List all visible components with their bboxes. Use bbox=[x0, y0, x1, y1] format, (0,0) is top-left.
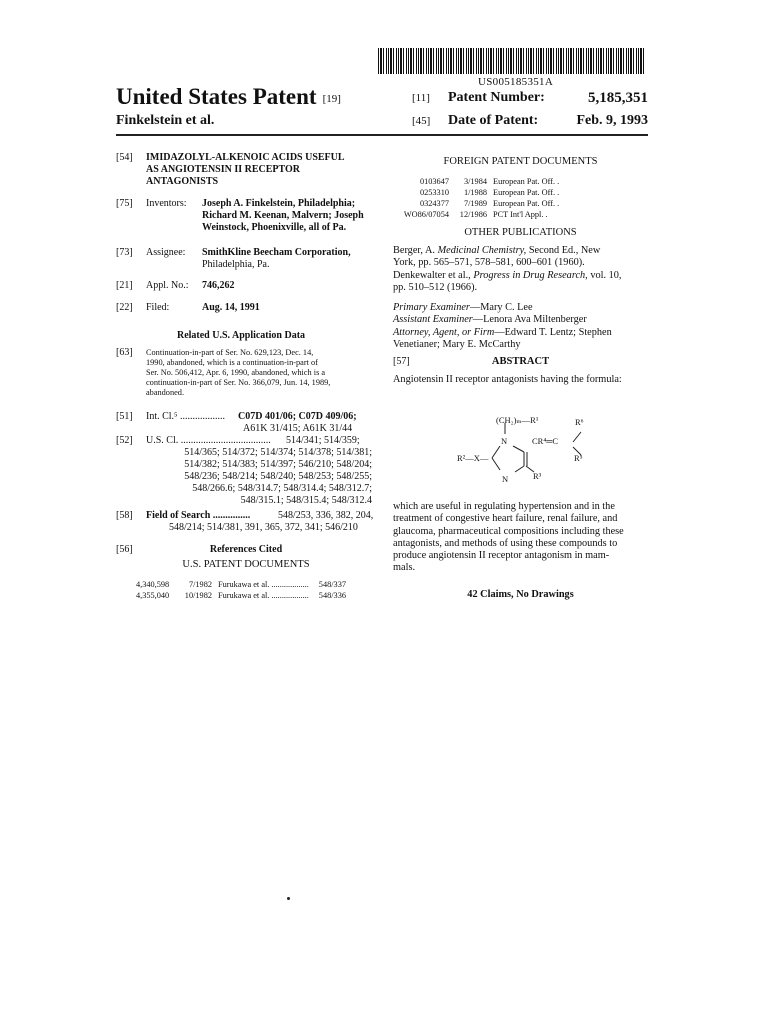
attorney-name: —Edward T. Lentz; Stephen bbox=[494, 326, 612, 338]
patent-number-code: [11] bbox=[412, 92, 430, 104]
foreign-ref-number: WO86/07054 bbox=[403, 210, 449, 219]
foreign-ref-office: PCT Int'l Appl. . bbox=[493, 210, 548, 219]
ref-class: 548/336 bbox=[318, 591, 346, 600]
inventors-line: Richard M. Keenan, Malvern; Joseph bbox=[202, 210, 364, 221]
formula-r3: R³ bbox=[533, 471, 542, 481]
filed-date: Aug. 14, 1991 bbox=[202, 302, 260, 313]
field-63-code: [63] bbox=[116, 347, 133, 358]
continuation-line: continuation-in-part of Ser. No. 366,079, Jun. 14, 1989, bbox=[146, 378, 331, 387]
title-code: [19] bbox=[322, 92, 341, 105]
field-of-search-label: Field of Search ............... bbox=[146, 510, 251, 521]
invention-title bbox=[146, 152, 345, 188]
abstract-intro: Angiotensin II receptor antagonists having the formula: bbox=[393, 374, 622, 385]
assistant-examiner-name: —Lenora Ava Miltenberger bbox=[472, 314, 587, 326]
examiners bbox=[393, 302, 649, 352]
primary-examiner-label: Primary Examiner bbox=[393, 302, 470, 313]
ref-name: Furukawa et al. .................. bbox=[218, 580, 309, 589]
us-cl-list bbox=[184, 447, 372, 507]
int-cl-value: C07D 401/06; C07D 409/06; bbox=[238, 411, 357, 422]
foreign-reference bbox=[397, 177, 559, 186]
appl-no-label: Appl. No.: bbox=[146, 280, 189, 291]
ref-date: 7/1982 bbox=[188, 580, 212, 589]
appl-no: 746,262 bbox=[202, 280, 235, 291]
ref-number: 4,355,040 bbox=[136, 591, 170, 600]
abstract-line: glaucoma, pharmaceutical compositions including these bbox=[393, 525, 624, 537]
ref-class: 548/337 bbox=[318, 580, 346, 589]
date-label: Date of Patent: bbox=[448, 113, 539, 128]
formula-cr4: CR⁴═C bbox=[532, 436, 558, 446]
us-patent-docs-heading: U.S. PATENT DOCUMENTS bbox=[182, 559, 310, 570]
abstract-heading: ABSTRACT bbox=[491, 356, 550, 367]
assignee bbox=[202, 247, 351, 271]
us-cl-line: 548/236; 548/214; 548/240; 548/253; 548/255; bbox=[184, 471, 372, 482]
ref-number: 4,340,598 bbox=[136, 580, 170, 589]
continuation-line: 1990, abandoned, which is a continuation-in-part of bbox=[146, 358, 318, 367]
us-cl-line: 548/315.1; 548/315.4; 548/312.4 bbox=[240, 495, 372, 506]
attorney-label: Attorney, Agent, or Firm bbox=[393, 326, 495, 338]
continuation-line: Ser. No. 506,412, Apr. 6, 1990, abandoned, which is a bbox=[146, 368, 326, 377]
foreign-ref-date: 1/1988 bbox=[463, 188, 487, 197]
abstract-body bbox=[393, 501, 649, 575]
pub-detail: Second Ed., New bbox=[528, 245, 601, 256]
continuation-line: abandoned. bbox=[146, 388, 185, 397]
continuation-line: Continuation-in-part of Ser. No. 629,123, Dec. 14, bbox=[146, 348, 314, 357]
date-row bbox=[412, 113, 648, 129]
foreign-ref-office: European Pat. Off. . bbox=[493, 188, 560, 197]
date-code: [45] bbox=[412, 115, 431, 127]
invention-title-line: ANTAGONISTS bbox=[146, 176, 219, 187]
ref-date: 10/1982 bbox=[184, 591, 212, 600]
barcode-number: US005185351A bbox=[478, 76, 554, 88]
int-cl-label: Int. Cl.⁵ .................. bbox=[146, 411, 226, 422]
formula-r2x: R²—X— bbox=[457, 453, 489, 463]
pub-author: Denkewalter et al., bbox=[393, 269, 471, 281]
us-reference bbox=[136, 591, 346, 600]
attorney-name: Venetianer; Mary E. McCarthy bbox=[393, 339, 521, 351]
field-58-code: [58] bbox=[116, 510, 133, 521]
document-title bbox=[116, 84, 341, 110]
related-data-heading: Related U.S. Application Data bbox=[176, 330, 306, 341]
field-75-code: [75] bbox=[116, 198, 133, 209]
inventors-list bbox=[202, 198, 364, 234]
us-cl-value: 514/341; 514/359; bbox=[286, 435, 360, 446]
foreign-ref-number: 0103647 bbox=[419, 177, 449, 186]
abstract-line: produce angiotensin II receptor antagonism in mam- bbox=[393, 550, 610, 562]
ref-name: Furukawa et al. .................. bbox=[218, 591, 309, 600]
other-publications bbox=[393, 245, 649, 295]
inventors-line: Weinstock, Phoenixville, all of Pa. bbox=[202, 222, 347, 233]
formula-r6: R⁶ bbox=[575, 417, 584, 427]
foreign-ref-number: 0253310 bbox=[419, 188, 449, 197]
foreign-ref-date: 3/1984 bbox=[463, 177, 487, 186]
us-cl-line: 548/266.6; 548/314.7; 548/314.4; 548/312.7; bbox=[192, 483, 372, 494]
field-of-search-value: 548/214; 514/381, 391, 365, 372, 341; 546/210 bbox=[169, 522, 358, 533]
us-cl-label: U.S. Cl. .................................... bbox=[146, 435, 271, 446]
field-22-code: [22] bbox=[116, 302, 133, 313]
us-cl-line: 514/382; 514/383; 514/397; 546/210; 548/204; bbox=[184, 459, 372, 470]
pub-detail: pp. 510–512 (1966). bbox=[393, 282, 478, 294]
field-of-search-value: 548/253, 336, 382, 204, bbox=[278, 510, 374, 521]
barcode bbox=[378, 48, 646, 74]
inventors-line: Joseph A. Finkelstein, Philadelphia; bbox=[202, 198, 356, 209]
int-cl-value: A61K 31/415; A61K 31/44 bbox=[243, 423, 353, 434]
inventors-short: Finkelstein et al. bbox=[116, 113, 215, 128]
inventors-label: Inventors: bbox=[146, 198, 187, 209]
field-51-code: [51] bbox=[116, 411, 133, 422]
attorney bbox=[393, 327, 649, 339]
abstract-line: antagonists, and methods of using these compounds to bbox=[393, 537, 618, 549]
foreign-ref-date: 12/1986 bbox=[459, 210, 487, 219]
field-73-code: [73] bbox=[116, 247, 133, 258]
primary-examiner-name: —Mary C. Lee bbox=[469, 302, 533, 313]
foreign-ref-number: 0324377 bbox=[419, 199, 449, 208]
us-cl-line: 514/365; 514/372; 514/374; 514/378; 514/381; bbox=[184, 447, 372, 458]
field-56-code: [56] bbox=[116, 544, 133, 555]
pub-detail: York, pp. 565–571, 578–581, 600–601 (1960). bbox=[393, 257, 585, 269]
us-reference bbox=[136, 580, 346, 589]
pub-author: Berger, A. bbox=[393, 245, 436, 256]
foreign-reference bbox=[397, 188, 559, 197]
abstract-line: which are useful in regulating hypertension and in the bbox=[393, 501, 615, 512]
formula-n-top: N bbox=[501, 436, 508, 446]
foreign-reference bbox=[397, 210, 548, 219]
assistant-examiner bbox=[393, 314, 649, 326]
foreign-ref-date: 7/1989 bbox=[463, 199, 487, 208]
assignee-line: SmithKline Beecham Corporation, bbox=[202, 247, 351, 258]
pub-title: Medicinal Chemistry, bbox=[437, 245, 527, 256]
other-publications-heading: OTHER PUBLICATIONS bbox=[464, 227, 577, 238]
filed-label: Filed: bbox=[146, 302, 170, 313]
primary-examiner bbox=[393, 302, 649, 314]
patent-number-row bbox=[412, 90, 648, 106]
pub-title: Progress in Drug Research, bbox=[473, 269, 588, 281]
publication bbox=[393, 270, 649, 282]
references-heading: References Cited bbox=[209, 544, 283, 555]
foreign-docs-heading: FOREIGN PATENT DOCUMENTS bbox=[443, 156, 598, 167]
formula-r5: R⁵ bbox=[574, 453, 583, 463]
foreign-reference bbox=[397, 199, 559, 208]
formula-ch2: (CH₂)ₘ—R¹ bbox=[496, 415, 539, 425]
patent-number: 5,185,351 bbox=[588, 90, 648, 106]
foreign-ref-office: European Pat. Off. . bbox=[493, 199, 560, 208]
assignee-line: Philadelphia, Pa. bbox=[202, 259, 270, 270]
field-54-code: [54] bbox=[116, 152, 133, 163]
continuation-text bbox=[146, 348, 330, 398]
title-text: United States Patent bbox=[116, 84, 317, 109]
assistant-examiner-label: Assistant Examiner bbox=[393, 314, 473, 326]
page-speck bbox=[287, 897, 290, 900]
claims-count: 42 Claims, No Drawings bbox=[467, 589, 574, 600]
field-52-code: [52] bbox=[116, 435, 133, 446]
foreign-ref-office: European Pat. Off. . bbox=[493, 177, 560, 186]
publication bbox=[393, 245, 649, 257]
patent-date: Feb. 9, 1993 bbox=[576, 113, 648, 128]
abstract-line: treatment of congestive heart failure, renal failure, and bbox=[393, 513, 618, 525]
field-57-code: [57] bbox=[393, 356, 410, 367]
pub-detail: vol. 10, bbox=[590, 269, 622, 281]
formula-n-bottom: N bbox=[502, 474, 509, 484]
assignee-label: Assignee: bbox=[146, 247, 186, 258]
field-21-code: [21] bbox=[116, 280, 133, 291]
abstract-line: mals. bbox=[393, 562, 416, 574]
patent-number-label: Patent Number: bbox=[448, 90, 545, 105]
header-rule bbox=[116, 134, 648, 136]
invention-title-line: IMIDAZOLYL-ALKENOIC ACIDS USEFUL bbox=[146, 152, 345, 163]
invention-title-line: AS ANGIOTENSIN II RECEPTOR bbox=[146, 164, 301, 175]
